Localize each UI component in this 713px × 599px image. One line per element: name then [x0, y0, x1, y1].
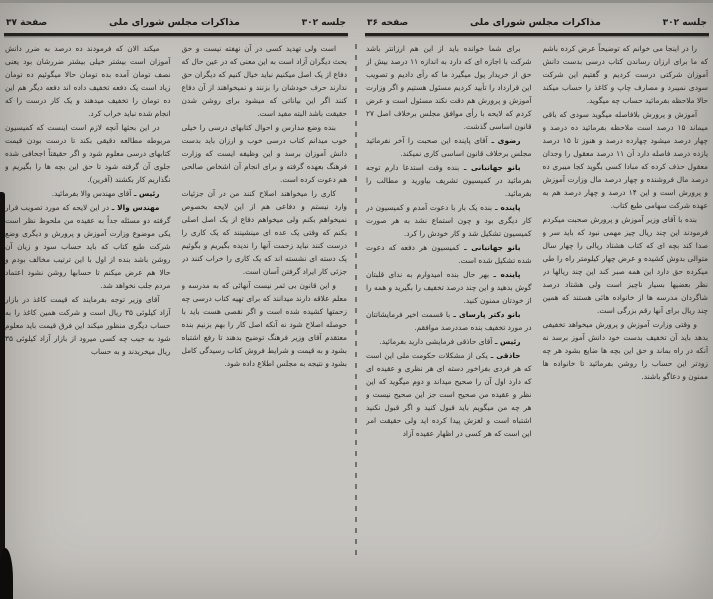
- speaker-name: رئیس ـ: [131, 189, 160, 198]
- paragraph: رئیس ـ آقای مهندس والا بفرمائید.: [51, 189, 160, 198]
- paragraph: آموزش و پرورش بلافاصله میگوید سودی که باقی میماند ۱۵ درصد است ملاحظه بفرمائید ده درصد و چهار درصد میشود چهارده درصد و هنوز تا ۱۵ درصد یازده درصد فاصله دارد آن ۱۱ درصد معقول را وجدان معقول حذف کرده که مبادا کسی بگوید کجا میبری ده درصد مال فروشنده و چهار درصد مال وزارت آموزش و پرورش است و این ۱۴ درصد و چهار درصد هم به عهده شرکت سهامی طبع کتاب.: [542, 110, 708, 210]
- paragraph: مهندس والا ـ در این لایحه که مورد تصویب قرار گرفته دو مسئله جداً به عقیده من ملحوظ نظر است یکی موضوع وزارت آموزش و پرورش و دیگری وضع شرکت طبع کتاب که باید حساب سود و زیان آن روشن باشد بنده از اول با این ترتیب مخالف بودم و حالا هم عرض میکنم تا حسابها روشن نشود اعتماد مردم جلب نخواهد شد.: [5, 203, 171, 290]
- page-body: [366, 42, 708, 564]
- page-36: [361, 0, 713, 599]
- speaker-name: بانو جهانبانی ـ: [459, 243, 521, 252]
- page-number-label: صفحه ۳۶: [367, 18, 409, 28]
- speaker-name: رضوی ـ: [487, 136, 521, 145]
- paragraph: حاذقی ـ یکی از مشکلات حکومت ملی این است که هر فردی بفراخور دسته ای هر نظری و عقیده ای که دارد اول آن را صحیح میداند و دوم میگوید که این نظر و عقیده من صحیح است جز این صحیح نیست و هر چه من میگویم باید قبول کنید و اگر قبول نکنید اشتباه است و لغزش پیدا کرده اید ولی حقیقت امر این است که هر کسی در اظهار عقیده آزاد: [366, 351, 532, 438]
- page-gutter-shadow: [355, 44, 357, 560]
- paragraph: میکند الان که فرمودند ده درصد به ضرر دانش آموزان است بیشتر خیلی بیشتر ضررشان بود یعنی نصف تومان آمده بده تومان حالا میگوئیم ده تومان زیاد است یک دفعه تخفیف داده اند دفعه دیگر هم این ده تومان را تخفیف میدهند و یک کار درست را که انجام شده نباید خراب کرد.: [5, 44, 171, 118]
- page-header: [6, 17, 346, 28]
- paragraph: و وقتی وزارت آموزش و پرورش میخواهد تخفیفی بدهد باید آن تخفیف بدست خود دانش آموز برسد نه آنکه در راه بماند و حق این بچه ها ضایع بشود هر چه زودتر این حساب را روشن بفرمائید تا خانواده ها ممنون و دعاگو باشند.: [542, 320, 708, 381]
- text-column-second: [366, 42, 532, 564]
- scan-artifact-left-strip: [0, 192, 5, 599]
- text-column-second: [5, 42, 171, 564]
- scan-edge-top: [0, 0, 713, 3]
- session-label: جلسه ۳۰۲: [662, 18, 707, 28]
- paragraph: کاری را میخواهند اصلاح کنند من در آن جزئیات وارد نیستم و دفاعی هم از این لایحه بخصوص نمیخواهم بکنم ولی میخواهم دفاع از یک اصل اصلی بکنم که وقتی یک عده ای مینشینند که یک کاری را درست کنند نباید زحمت آنها را ندیده بگیریم و بگوئیم یک دسته ای نشسته اند که یک کاری را خراب کنند در جزئی کار ایراد گرفتن آسان است.: [181, 189, 347, 276]
- paragraph: بانو جهانبانی ـ کمیسیون هر دفعه که دعوت شده تشکیل شده است.: [366, 243, 532, 265]
- paragraph: رضوی ـ آقای پاینده این صحبت را آخر نفرمائید مجلس برخلاف قانون اساسی کاری نمیکند.: [366, 136, 532, 158]
- header-rule: [365, 33, 709, 36]
- paragraph: بنده وضع مدارس و احوال کتابهای درسی را خیلی خوب میدانم کتاب درسی خوب و ارزان باید بدست دانش آموزان برسد و این وظیفه ایست که وزارت فرهنگ بعهده گرفته و برای انجام آن اشخاص صالحی هم دعوت کرده است.: [181, 123, 347, 184]
- paragraph: بانو جهانبانی ـ بنده وقت استدعا دارم توجه بفرمائید در کمیسیون تشریف بیاورید و مطالب را بفرمائید.: [366, 163, 532, 198]
- journal-title: مذاکرات مجلس شورای ملی: [108, 17, 240, 28]
- speaker-name: رئیس ـ: [492, 337, 521, 346]
- paragraph: برای شما خوانده باید از این هم ارزانتر باشد شرکت با اجازه ای که دارد به اندازه ۱۱ درصد بیش از حق از خریدار پول میگیرد ما که رأی دادیم و تصویب این قرارداد را تأیید کردیم مسئول هستیم و اگر وزارت آموزش و پرورش هم دقت نکند مسئول است و عرض کردم که لایحه با رأی موافق مجلس برخلاف اصل ۲۷ قانون اساسی گذشت.: [366, 44, 532, 131]
- paragraph: رئیس ـ آقای حاذقی فرمایشی دارید بفرمائید.: [379, 337, 521, 346]
- paragraph: پاینده ـ بنده یک بار با دعوت آمدم و کمیسیون در کار دیگری بود و چون استماع نشد به هر صورت کمیسیون تشکیل شد و کار خودش را کرد.: [366, 203, 532, 238]
- session-label: جلسه ۳۰۲: [301, 18, 346, 28]
- paragraph: را در اینجا می خوانم که توضیحاً عرض کرده باشم که ما برای ارزان رساندن کتاب درسی بدست دانش آموزان شرکتی درست کردیم و گفتیم این شرکت سودی نمیبرد و مصارف چاپ و کاغذ را حساب میکند حالا ملاحظه بفرمائید حساب چه میگوید.: [542, 44, 708, 105]
- speaker-name: حاذقی ـ: [487, 351, 521, 360]
- paragraph: در این بحثها آنچه لازم است اینست که کمیسیون مربوطه مطالعه دقیقی بکند تا درست بودن قیمت کتابهای درسی معلوم شود و اگر حقیقتاً اجحافی شده جلوی آن گرفته شود تا حق این بچه ها را بگیریم و نگذاریم کار بکشند (آفرین).: [5, 123, 171, 184]
- speaker-name: بانو جهانبانی ـ: [459, 163, 521, 172]
- page-number-label: صفحة ۳۷: [6, 18, 48, 28]
- paragraph: پاینده ـ بهر حال بنده امیدوارم به ندای قلبتان گوش بدهید و این چند درصد تخفیف را بگیرید و همه را از خودتان ممنون کنید.: [366, 270, 532, 305]
- paragraph: بانو دکتر پارسای ـ با قسمت اخیر فرمایشاتتان در مورد تخفیف بنده صددرصد موافقم.: [366, 310, 532, 332]
- text-column-first: [543, 42, 709, 564]
- paragraph: و این قانون بی ثمر نیست آنهائی که به مدرسه و معلم علاقه دارند میدانند که برای تهیه کتاب درسی چه زحمتها کشیده شده است و اگر نقصی هست باید با حوصله اصلاح شود نه آنکه اصل کار را بهم بزنیم بنده معتقدم آقای وزیر فرهنگ توضیح بدهند تا رفع اشتباه بشود و به قیمت و شرایط فروش کتاب رسیدگی کامل بشود و نتیجه به مجلس اطلاع داده شود.: [181, 281, 347, 368]
- paragraph: آقای وزیر توجه بفرمایند که قیمت کاغذ در بازار آزاد کیلوئی ۳۵ ریال است و شرکت همین کاغذ را به حساب دیگری منظور میکند این فرق قیمت باید معلوم شود به جیب چه کسی میرود از بازار آزاد کیلوئی ۳۵ ریال میخریدند و به حساب: [5, 295, 171, 356]
- speaker-name: بانو دکتر پارسای ـ: [450, 310, 521, 319]
- journal-title: مذاکرات مجلس شورای ملی: [469, 17, 601, 28]
- header-rule: [4, 33, 348, 36]
- speaker-name: پاینده ـ: [492, 203, 521, 212]
- page-body: [5, 42, 347, 564]
- page-37: [0, 0, 352, 599]
- speaker-name: پاینده ـ: [489, 270, 521, 279]
- speaker-name: مهندس والا ـ: [109, 203, 160, 212]
- paragraph: بنده با آقای وزیر آموزش و پرورش صحبت میکردم فرمودند این چند ریال چیز مهمی نبود که باید سر و صدا کند بچه ای که کتاب هشتاد ریالی را چهار سال متوالی بدوش کشیده و عرض چهار کیلومتر راه را طی میکرده حق دارد این همه صبر کند این چند ریالها در نظر بعضیها بسیار ناچیز است ولی هشتاد درصد شاگردان مدرسه ها از خانواده هائی هستند که همین چند ریال برای آنها رقم بزرگی است.: [542, 215, 708, 315]
- paragraph: است ولی تهدید کسی در آن نهفته نیست و حق بحث دیگران آزاد است به این معنی که در عین حال که دفاع از یک اصل میکنیم نباید خیال کنیم که دیگران حق ندارند حرف خودشان را بزنند و نمیخواهند از آن دفاع کنند اگر این بیاناتی که میشود برای روشن شدن حقیقت باشد البته مفید است.: [181, 44, 347, 118]
- page-header: [367, 17, 707, 28]
- text-column-first: [182, 42, 348, 564]
